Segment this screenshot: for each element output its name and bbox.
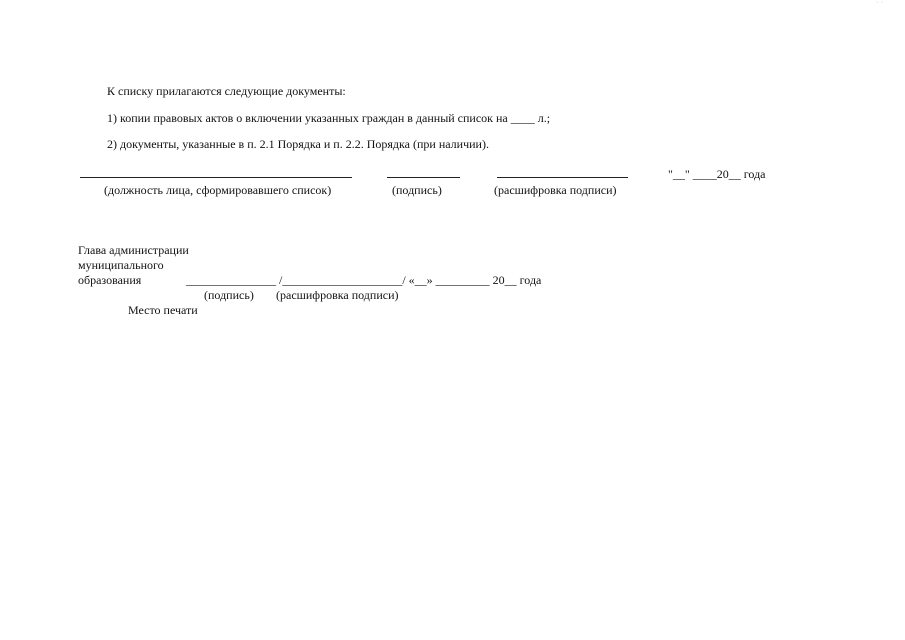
position-caption: (должность лица, сформировавшего список) [104,183,332,197]
transcript-line [497,177,628,178]
head-fill-line: _______________ /____________________/ «__» _________ 20__ года [186,273,542,287]
attachment-item-1: 1) копии правовых актов о включении указанных граждан в данный список на ____ л.; [107,111,551,125]
head-signature-caption: (подпись) [204,288,254,302]
attachment-item-2: 2) документы, указанные в п. 2.1 Порядка и п. 2.2. Порядка (при наличии). [107,137,489,151]
head-title-line-2: муниципального [78,258,164,272]
signature-caption: (подпись) [392,183,442,197]
stamp-place: Место печати [128,303,198,317]
attachments-heading: К списку прилагаются следующие документы: [107,84,346,98]
signature-line [387,177,460,178]
head-transcript-caption: (расшифровка подписи) [276,288,399,302]
transcript-caption: (расшифровка подписи) [494,183,617,197]
head-title-line-3: образования [78,273,142,287]
scan-mark: · · [876,0,884,7]
head-title-line-1: Глава администрации [78,243,189,257]
position-line [80,177,352,178]
compiler-date: "__" ____20__ года [668,167,766,181]
